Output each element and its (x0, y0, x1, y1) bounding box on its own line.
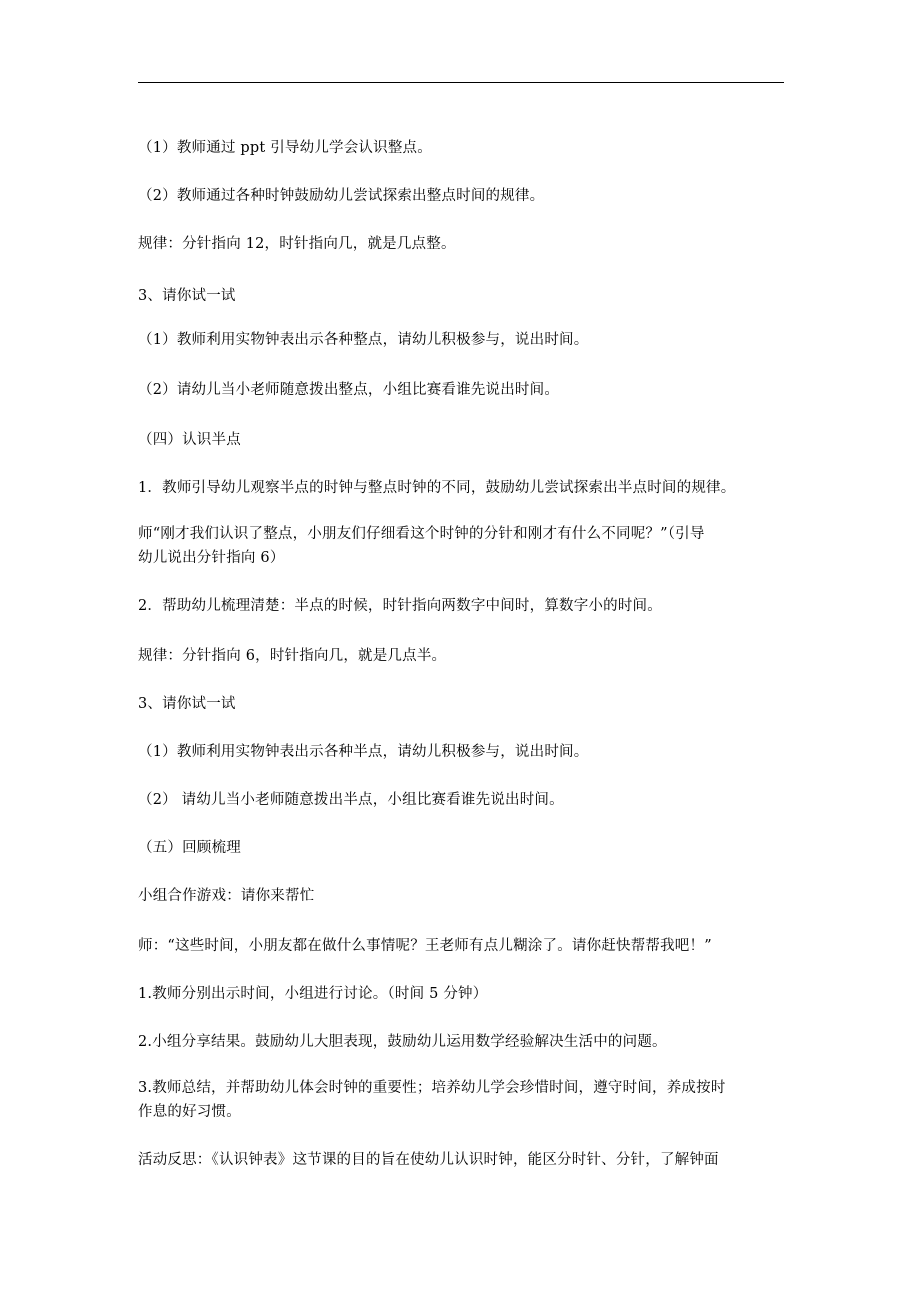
section-heading: 3、请你试一试 (138, 288, 236, 304)
text-line: 作息的好习惯。 (138, 1104, 241, 1120)
text-line: 1．教师引导幼儿观察半点的时钟与整点时钟的不同，鼓励幼儿尝试探索出半点时间的规律。 (138, 480, 736, 496)
text-line: （2） 请幼儿当小老师随意拨出半点，小组比赛看谁先说出时间。 (138, 792, 564, 808)
text-line: 1.教师分别出示时间，小组进行讨论。（时间 5 分钟） (138, 986, 488, 1002)
text-line: 师：“这些时间，小朋友都在做什么事情呢？王老师有点儿糊涂了。请你赶快帮帮我吧！” (138, 938, 712, 954)
text-line: 小组合作游戏：请你来帮忙 (138, 888, 315, 904)
text-line: 3.教师总结，并帮助幼儿体会时钟的重要性；培养幼儿学会珍惜时间，遵守时间，养成按时 (138, 1080, 726, 1096)
text-line: （1）教师利用实物钟表出示各种半点，请幼儿积极参与，说出时间。 (138, 744, 589, 760)
header-rule (138, 82, 784, 83)
section-heading: （五）回顾梳理 (138, 840, 241, 856)
section-heading: （四）认识半点 (138, 432, 241, 448)
text-line: 师“刚才我们认识了整点，小朋友们仔细看这个时钟的分针和刚才有什么不同呢？”（引导 (138, 526, 705, 542)
section-heading: 3、请你试一试 (138, 696, 236, 712)
text-line: （1）教师通过 ppt 引导幼儿学会认识整点。 (138, 140, 432, 156)
text-line: 规律：分针指向 6，时针指向几，就是几点半。 (138, 648, 447, 664)
text-line: 幼儿说出分针指向 6） (138, 550, 285, 566)
text-line: （1）教师利用实物钟表出示各种整点，请幼儿积极参与，说出时间。 (138, 332, 589, 348)
text-line: 活动反思：《认识钟表》这节课的目的旨在使幼儿认识时钟，能区分时针、分针，了解钟面 (138, 1152, 719, 1168)
text-line: 2．帮助幼儿梳理清楚：半点的时候，时针指向两数字中间时，算数字小的时间。 (138, 598, 662, 614)
text-line: （2）请幼儿当小老师随意拨出整点，小组比赛看谁先说出时间。 (138, 382, 560, 398)
text-line: 规律：分针指向 12，时针指向几，就是几点整。 (138, 236, 456, 252)
text-line: 2.小组分享结果。鼓励幼儿大胆表现，鼓励幼儿运用数学经验解决生活中的问题。 (138, 1034, 667, 1050)
text-line: （2）教师通过各种时钟鼓励幼儿尝试探索出整点时间的规律。 (138, 188, 545, 204)
